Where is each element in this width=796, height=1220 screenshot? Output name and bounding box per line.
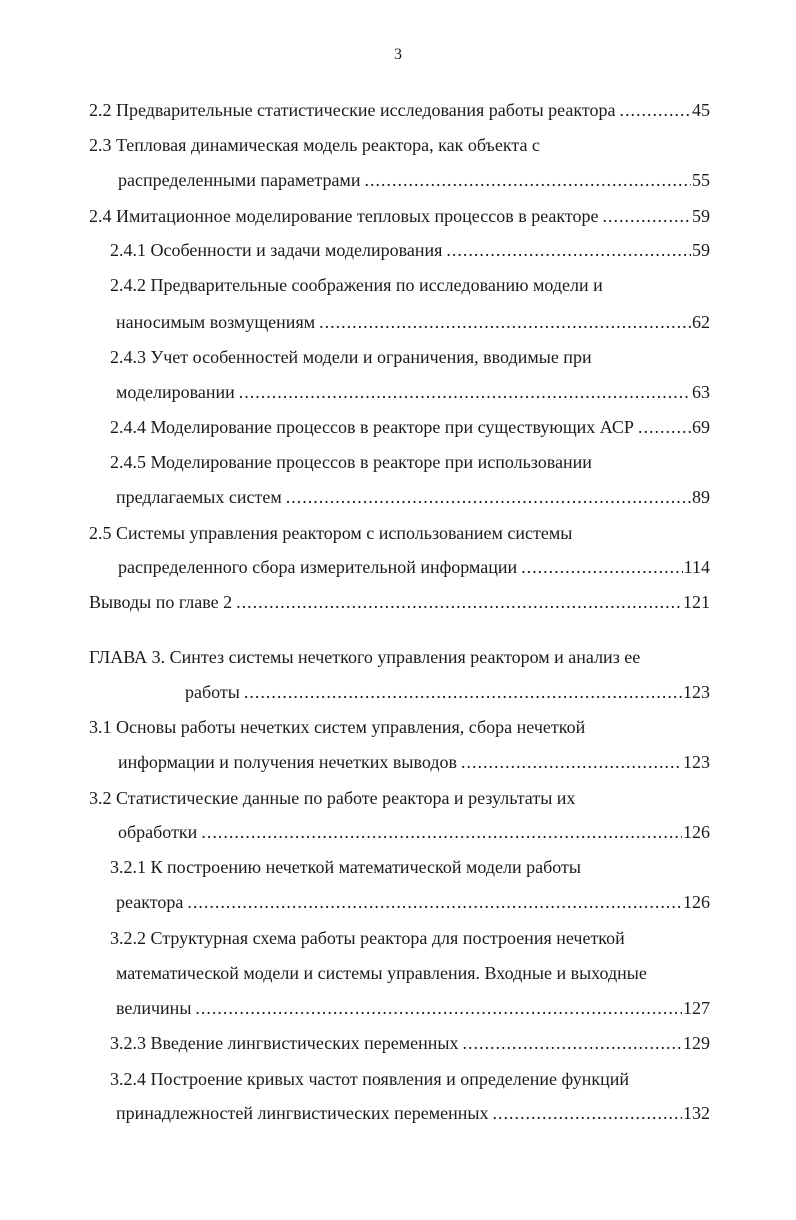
dot-leader (463, 1026, 682, 1060)
toc-page-number: 55 (692, 170, 710, 190)
toc-entry-title: 3.2.4 Построение кривых частот появления и определение функций (110, 1069, 629, 1089)
toc-page-number: 62 (692, 312, 710, 332)
toc-entry-2-3 (89, 128, 710, 162)
toc-page-number: 123 (683, 682, 710, 702)
toc-entry-2-4-3 (110, 340, 710, 374)
toc-entry-3-2-1-continued (116, 885, 710, 919)
toc-entry-2-4-1 (110, 233, 710, 267)
toc-entry-title: 2.4.2 Предварительные соображения по исследованию модели и (110, 275, 603, 295)
toc-entry-title-continued: математической модели и системы управления. Входные и выходные (116, 963, 647, 983)
toc-entry-2-3-continued (118, 163, 710, 197)
toc-entry-3-2-continued (118, 815, 710, 849)
toc-entry-title: 2.4.1 Особенности и задачи моделирования (110, 240, 443, 260)
toc-entry-2-4-2-continued (116, 305, 710, 339)
toc-entry-title-continued: информации и получения нечетких выводов (118, 752, 457, 772)
toc-entry-title-continued: работы (185, 682, 240, 702)
dot-leader (244, 675, 682, 709)
toc-entry-title-continued: предлагаемых систем (116, 487, 282, 507)
toc-page-number: 129 (683, 1033, 710, 1053)
toc-entry-title: 2.2 Предварительные статистические исследования работы реактора (89, 100, 616, 120)
toc-page-number: 59 (692, 206, 710, 226)
toc-page-number: 132 (683, 1103, 710, 1123)
toc-entry-title: 2.4 Имитационное моделирование тепловых процессов в реакторе (89, 206, 599, 226)
toc-entry-title-continued: величины (116, 998, 192, 1018)
dot-leader (236, 585, 682, 619)
toc-entry-2-2 (89, 93, 710, 127)
toc-page-number: 123 (683, 752, 710, 772)
toc-entry-2-4-5 (110, 445, 710, 479)
toc-entry-title-continued: принадлежностей лингвистических переменных (116, 1103, 489, 1123)
page-number: 3 (394, 46, 402, 63)
toc-entry-title-continued: наносимым возмущениям (116, 312, 316, 332)
dot-leader (638, 410, 691, 444)
toc-entry-2-5 (89, 516, 710, 550)
toc-entry-title-continued: распределенными параметрами (118, 170, 361, 190)
toc-entry-chapter-3-continued (185, 675, 710, 709)
toc-entry-title: 2.4.5 Моделирование процессов в реакторе при использовании (110, 452, 592, 472)
toc-page-number: 126 (683, 892, 710, 912)
toc-entry-title: Выводы по главе 2 (89, 592, 233, 612)
dot-leader (187, 885, 682, 919)
toc-entry-3-2-4-continued (116, 1096, 710, 1130)
toc-entry-title: 2.3 Тепловая динамическая модель реактора, как объекта с (89, 135, 540, 155)
toc-page-number: 114 (683, 557, 710, 577)
toc-page-number: 121 (683, 592, 710, 612)
dot-leader (521, 550, 682, 584)
toc-entry-3-2-2-continued-2 (116, 991, 710, 1025)
toc-entry-title-continued: распределенного сбора измерительной информации (118, 557, 518, 577)
toc-entry-title: 3.2.2 Структурная схема работы реактора для построения нечеткой (110, 928, 625, 948)
toc-entry-title: 2.4.4 Моделирование процессов в реакторе при существующих АСР (110, 417, 634, 437)
toc-page-number: 63 (692, 382, 710, 402)
dot-leader (446, 233, 691, 267)
toc-entry-title: 3.2 Статистические данные по работе реактора и результаты их (89, 788, 576, 808)
toc-entry-conclusions-2 (89, 585, 710, 619)
dot-leader (603, 199, 691, 233)
dot-leader (239, 375, 691, 409)
dot-leader (461, 745, 682, 779)
toc-entry-title: 3.2.3 Введение лингвистических переменных (110, 1033, 459, 1053)
dot-leader (201, 815, 682, 849)
toc-page-number: 45 (692, 100, 710, 120)
toc-entry-3-2-2-continued (116, 956, 710, 990)
toc-entry-3-2-3 (110, 1026, 710, 1060)
toc-entry-title-continued: обработки (118, 822, 198, 842)
toc-entry-title: 3.2.1 К построению нечеткой математической модели работы (110, 857, 582, 877)
toc-entry-3-1-continued (118, 745, 710, 779)
toc-entry-2-4-4 (110, 410, 710, 444)
toc-entry-chapter-3 (89, 640, 710, 674)
dot-leader (492, 1096, 682, 1130)
dot-leader (619, 93, 691, 127)
toc-entry-3-2-4 (110, 1062, 710, 1096)
toc-page-number: 127 (683, 998, 710, 1018)
toc-entry-2-4-2 (110, 268, 710, 302)
toc-page-number: 126 (683, 822, 710, 842)
toc-entry-3-2-1 (110, 850, 710, 884)
toc-entry-3-1 (89, 710, 710, 744)
toc-page-number: 89 (692, 487, 710, 507)
toc-entry-title: 3.1 Основы работы нечетких систем управления, сбора нечеткой (89, 717, 586, 737)
toc-entry-2-5-continued (118, 550, 710, 584)
toc-entry-title-continued: реактора (116, 892, 184, 912)
dot-leader (286, 480, 691, 514)
dot-leader (195, 991, 682, 1025)
dot-leader (364, 163, 691, 197)
toc-entry-title-continued: моделировании (116, 382, 235, 402)
toc-entry-2-4-3-continued (116, 375, 710, 409)
toc-entry-2-4-5-continued (116, 480, 710, 514)
toc-entry-2-4 (89, 199, 710, 233)
dot-leader (319, 305, 691, 339)
toc-page-number: 69 (692, 417, 710, 437)
toc-entry-title: 2.4.3 Учет особенностей модели и ограничения, вводимые при (110, 347, 592, 367)
toc-entry-3-2-2 (110, 921, 710, 955)
toc-entry-title: 2.5 Системы управления реактором с использованием системы (89, 523, 573, 543)
toc-entry-title: ГЛАВА 3. Синтез системы нечеткого управления реактором и анализ ее (89, 647, 641, 667)
toc-page-number: 59 (692, 240, 710, 260)
toc-entry-3-2 (89, 781, 710, 815)
